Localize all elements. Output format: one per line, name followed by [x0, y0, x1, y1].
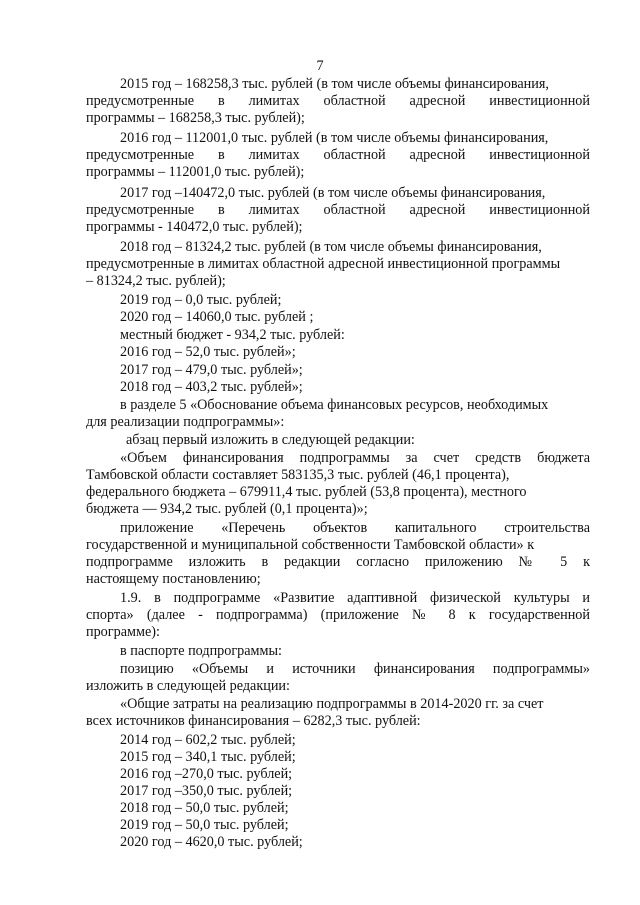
text-line: 2020 год – 4620,0 тыс. рублей; — [120, 834, 303, 850]
text-line: 2019 год – 0,0 тыс. рублей; — [120, 292, 282, 308]
text-line: спорта» (далее - подпрограмма) (приложение № 8 к государственной — [86, 607, 590, 623]
text-line: программы – 112001,0 тыс. рублей); — [86, 164, 305, 180]
text-line: 2015 год – 168258,3 тыс. рублей (в том числе объемы финансирования, — [120, 76, 549, 92]
text-line: 2018 год – 81324,2 тыс. рублей (в том числе объемы финансирования, — [120, 239, 542, 255]
text-line: абзац первый изложить в следующей редакции: — [126, 432, 415, 448]
page-number: 7 — [316, 58, 324, 74]
text-line: 2016 год – 112001,0 тыс. рублей (в том числе объемы финансирования, — [120, 130, 549, 146]
text-line: 2016 год –270,0 тыс. рублей; — [120, 766, 293, 782]
text-line: приложение «Перечень объектов капитального строительства — [120, 520, 590, 536]
text-line: предусмотренные в лимитах областной адресной инвестиционной — [86, 93, 590, 109]
text-line: предусмотренные в лимитах областной адресной инвестиционной программы — [86, 256, 561, 272]
text-line: предусмотренные в лимитах областной адресной инвестиционной — [86, 202, 590, 218]
text-line: «Объем финансирования подпрограммы за счет средств бюджета — [120, 450, 590, 466]
text-line: в разделе 5 «Обоснование объема финансовых ресурсов, необходимых — [120, 397, 549, 413]
text-line: программы - 140472,0 тыс. рублей); — [86, 219, 303, 235]
text-line: позицию «Объемы и источники финансирования подпрограммы» — [120, 661, 590, 677]
text-line: «Общие затраты на реализацию подпрограммы в 2014-2020 гг. за счет — [120, 696, 544, 712]
text-line: 2017 год –350,0 тыс. рублей; — [120, 783, 293, 799]
text-line: для реализации подпрограммы»: — [86, 414, 285, 430]
text-line: 2015 год – 340,1 тыс. рублей; — [120, 749, 296, 765]
text-line: Тамбовской области составляет 583135,3 тыс. рублей (46,1 процента), — [86, 467, 510, 483]
text-line: – 81324,2 тыс. рублей); — [86, 273, 226, 289]
text-line: программы – 168258,3 тыс. рублей); — [86, 110, 305, 126]
text-line: предусмотренные в лимитах областной адресной инвестиционной — [86, 147, 590, 163]
text-line: 2017 год – 479,0 тыс. рублей»; — [120, 362, 303, 378]
text-line: в паспорте подпрограммы: — [120, 643, 282, 659]
text-line: программе): — [86, 624, 160, 640]
text-line: изложить в следующей редакции: — [86, 678, 290, 694]
text-line: 2017 год –140472,0 тыс. рублей (в том числе объемы финансирования, — [120, 185, 546, 201]
text-line: всех источников финансирования – 6282,3 тыс. рублей: — [86, 713, 421, 729]
text-line: 2019 год – 50,0 тыс. рублей; — [120, 817, 289, 833]
text-line: 1.9. в подпрограмме «Развитие адаптивной физической культуры и — [120, 590, 590, 606]
text-line: 2014 год – 602,2 тыс. рублей; — [120, 732, 296, 748]
text-line: подпрограмме изложить в редакции согласно приложению № 5 к — [86, 554, 590, 570]
text-line: государственной и муниципальной собственности Тамбовской области» к — [86, 537, 535, 553]
text-line: 2020 год – 14060,0 тыс. рублей ; — [120, 309, 314, 325]
text-line: 2018 год – 403,2 тыс. рублей»; — [120, 379, 303, 395]
text-line: настоящему постановлению; — [86, 571, 261, 587]
text-line: 2016 год – 52,0 тыс. рублей»; — [120, 344, 296, 360]
text-line: местный бюджет - 934,2 тыс. рублей: — [120, 327, 345, 343]
text-line: бюджета — 934,2 тыс. рублей (0,1 процента)»; — [86, 501, 368, 517]
text-line: федерального бюджета – 679911,4 тыс. рублей (53,8 процента), местного — [86, 484, 527, 500]
text-line: 2018 год – 50,0 тыс. рублей; — [120, 800, 289, 816]
